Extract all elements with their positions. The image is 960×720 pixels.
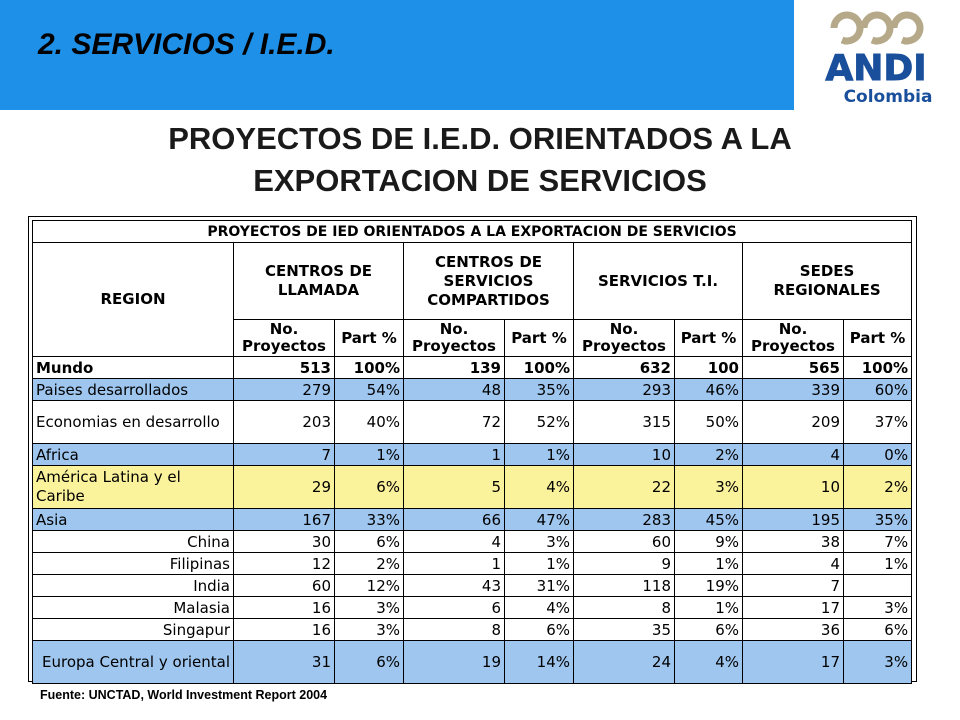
projects-cell: 9 (574, 553, 675, 575)
table-row (33, 444, 912, 466)
table-row (33, 466, 912, 509)
subheader-cell: Part % (675, 320, 743, 357)
subheader-cell: No. Proyectos (404, 320, 505, 357)
projects-cell: 315 (574, 401, 675, 444)
region-cell: Economias en desarrollo (33, 401, 234, 444)
share-cell: 100% (335, 357, 404, 379)
table-row (33, 641, 912, 684)
projects-cell: 60 (574, 531, 675, 553)
projects-cell: 60 (234, 575, 335, 597)
region-header: REGION (33, 243, 234, 357)
projects-cell: 72 (404, 401, 505, 444)
share-cell: 3% (335, 597, 404, 619)
share-cell: 33% (335, 509, 404, 531)
svg-text:ANDI: ANDI (825, 48, 927, 89)
projects-cell: 16 (234, 619, 335, 641)
share-cell: 14% (505, 641, 574, 684)
share-cell: 6% (335, 466, 404, 509)
share-cell: 3% (505, 531, 574, 553)
share-cell: 7% (844, 531, 912, 553)
share-cell: 47% (505, 509, 574, 531)
share-cell: 3% (675, 466, 743, 509)
share-cell: 2% (844, 466, 912, 509)
projects-cell: 339 (743, 379, 844, 401)
region-cell: Africa (33, 444, 234, 466)
share-cell: 12% (335, 575, 404, 597)
projects-cell: 632 (574, 357, 675, 379)
table-row (33, 379, 912, 401)
projects-cell: 513 (234, 357, 335, 379)
projects-cell: 66 (404, 509, 505, 531)
subheader-cell: No. Proyectos (574, 320, 675, 357)
share-cell: 19% (675, 575, 743, 597)
source-note: Fuente: UNCTAD, World Investment Report 2004 (40, 688, 328, 702)
region-cell: China (33, 531, 234, 553)
region-cell: Malasia (33, 597, 234, 619)
svg-text:Colombia: Colombia (843, 87, 933, 107)
share-cell: 37% (844, 401, 912, 444)
projects-cell: 167 (234, 509, 335, 531)
projects-cell: 565 (743, 357, 844, 379)
table-row (33, 619, 912, 641)
projects-cell: 8 (404, 619, 505, 641)
share-cell: 45% (675, 509, 743, 531)
share-cell: 100% (505, 357, 574, 379)
share-cell: 4% (505, 466, 574, 509)
projects-cell: 19 (404, 641, 505, 684)
projects-cell: 6 (404, 597, 505, 619)
projects-cell: 30 (234, 531, 335, 553)
share-cell: 9% (675, 531, 743, 553)
subheader-cell: No. Proyectos (743, 320, 844, 357)
subheader-cell: Part % (844, 320, 912, 357)
share-cell: 6% (505, 619, 574, 641)
projects-cell: 36 (743, 619, 844, 641)
slide-title-line1: PROYECTOS DE I.E.D. ORIENTADOS A LA (168, 121, 792, 156)
projects-cell: 1 (404, 553, 505, 575)
projects-cell: 4 (743, 444, 844, 466)
projects-cell: 4 (404, 531, 505, 553)
projects-cell: 16 (234, 597, 335, 619)
andi-logo-icon (794, 0, 960, 110)
share-cell: 3% (335, 619, 404, 641)
region-cell: Asia (33, 509, 234, 531)
projects-cell: 17 (743, 597, 844, 619)
share-cell: 0% (844, 444, 912, 466)
projects-cell: 4 (743, 553, 844, 575)
table-row (33, 531, 912, 553)
share-cell: 6% (675, 619, 743, 641)
share-cell: 31% (505, 575, 574, 597)
table-row (33, 553, 912, 575)
share-cell: 1% (844, 553, 912, 575)
group-header: CENTROS DE SERVICIOS COMPARTIDOS (404, 243, 574, 320)
table-row (33, 575, 912, 597)
region-cell: Paises desarrollados (33, 379, 234, 401)
projects-cell: 5 (404, 466, 505, 509)
share-cell: 6% (844, 619, 912, 641)
region-cell: Singapur (33, 619, 234, 641)
share-cell: 2% (335, 553, 404, 575)
table-row (33, 401, 912, 444)
ied-services-table (32, 220, 912, 684)
ied-services-table-frame (28, 216, 917, 682)
share-cell: 54% (335, 379, 404, 401)
share-cell: 46% (675, 379, 743, 401)
share-cell: 35% (505, 379, 574, 401)
region-cell: Mundo (33, 357, 234, 379)
share-cell: 4% (505, 597, 574, 619)
share-cell: 60% (844, 379, 912, 401)
share-cell: 3% (844, 597, 912, 619)
projects-cell: 118 (574, 575, 675, 597)
header-bar (0, 0, 960, 110)
share-cell: 52% (505, 401, 574, 444)
share-cell: 6% (335, 531, 404, 553)
share-cell: 100% (844, 357, 912, 379)
share-cell: 100 (675, 357, 743, 379)
projects-cell: 293 (574, 379, 675, 401)
projects-cell: 31 (234, 641, 335, 684)
share-cell: 1% (675, 597, 743, 619)
projects-cell: 35 (574, 619, 675, 641)
projects-cell: 1 (404, 444, 505, 466)
projects-cell: 24 (574, 641, 675, 684)
projects-cell: 203 (234, 401, 335, 444)
region-cell: Filipinas (33, 553, 234, 575)
share-cell (844, 575, 912, 597)
group-header: SEDES REGIONALES (743, 243, 912, 320)
projects-cell: 7 (743, 575, 844, 597)
share-cell: 1% (505, 444, 574, 466)
table-row (33, 597, 912, 619)
projects-cell: 38 (743, 531, 844, 553)
slide-title (60, 118, 900, 202)
table-caption: PROYECTOS DE IED ORIENTADOS A LA EXPORTACION DE SERVICIOS (33, 221, 912, 243)
share-cell: 6% (335, 641, 404, 684)
projects-cell: 8 (574, 597, 675, 619)
projects-cell: 29 (234, 466, 335, 509)
group-header: SERVICIOS T.I. (574, 243, 743, 320)
section-title: 2. SERVICIOS / I.E.D. (38, 28, 335, 61)
subheader-cell: Part % (335, 320, 404, 357)
projects-cell: 22 (574, 466, 675, 509)
projects-cell: 195 (743, 509, 844, 531)
projects-cell: 48 (404, 379, 505, 401)
share-cell: 1% (505, 553, 574, 575)
projects-cell: 209 (743, 401, 844, 444)
subheader-cell: No. Proyectos (234, 320, 335, 357)
region-cell: América Latina y el Caribe (33, 466, 234, 509)
share-cell: 3% (844, 641, 912, 684)
share-cell: 1% (675, 553, 743, 575)
projects-cell: 7 (234, 444, 335, 466)
projects-cell: 10 (574, 444, 675, 466)
projects-cell: 10 (743, 466, 844, 509)
share-cell: 1% (335, 444, 404, 466)
share-cell: 4% (675, 641, 743, 684)
projects-cell: 283 (574, 509, 675, 531)
andi-logo (792, 0, 960, 110)
region-cell: Europa Central y oriental (33, 641, 234, 684)
projects-cell: 12 (234, 553, 335, 575)
projects-cell: 139 (404, 357, 505, 379)
table-row (33, 509, 912, 531)
share-cell: 40% (335, 401, 404, 444)
projects-cell: 17 (743, 641, 844, 684)
projects-cell: 279 (234, 379, 335, 401)
projects-cell: 43 (404, 575, 505, 597)
region-cell: India (33, 575, 234, 597)
table-row (33, 357, 912, 379)
group-header: CENTROS DE LLAMADA (234, 243, 404, 320)
slide-title-line2: EXPORTACION DE SERVICIOS (253, 163, 707, 198)
share-cell: 2% (675, 444, 743, 466)
subheader-cell: Part % (505, 320, 574, 357)
share-cell: 50% (675, 401, 743, 444)
share-cell: 35% (844, 509, 912, 531)
